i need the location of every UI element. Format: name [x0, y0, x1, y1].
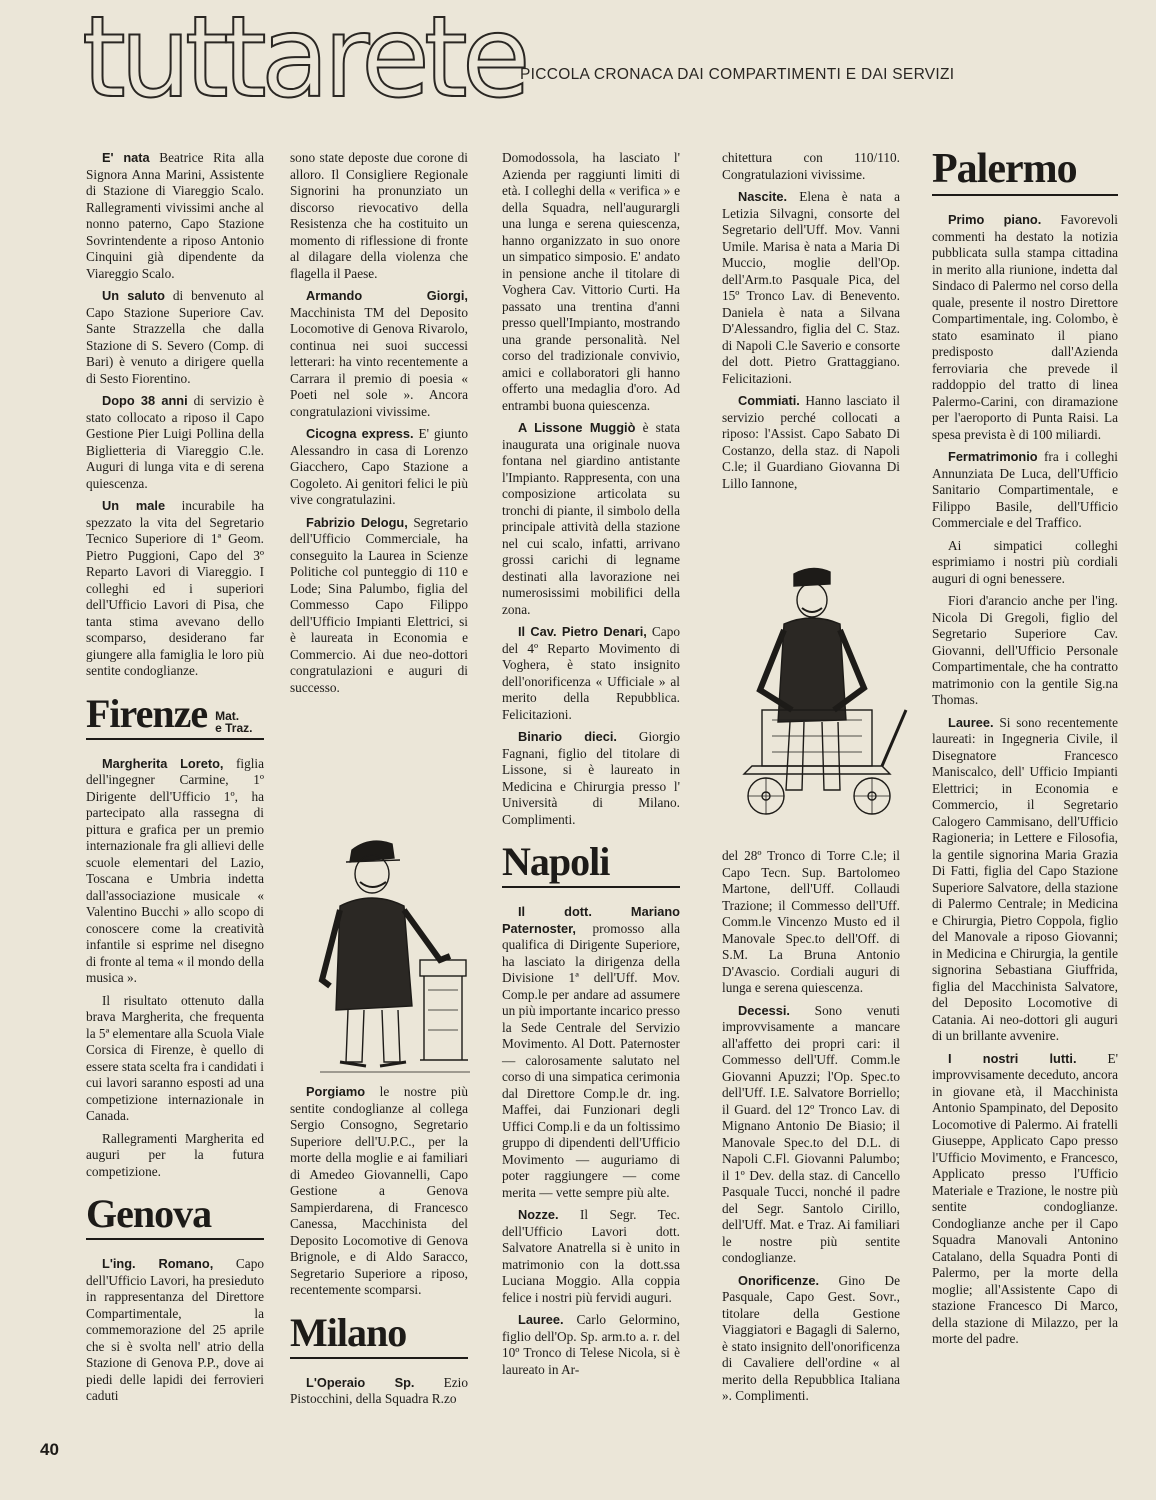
article-text: Favorevoli commenti ha destato la notizia pubblicata sulla stampa cittadina in merito alla riunione, indetta dal Sindaco di Palermo nel corso della quale, presente il nostro Direttore Compartimentale, ing. Colombo, è stato esaminato il piano predisposto dall'Azienda ferroviaria che prevede il raddoppio del tratto di linea Palermo-Carini, con diramazione per l'aeroporto di Punta Raisi. La spesa prevista è di 100 miliardi.	[932, 212, 1118, 442]
article-lead: Nozze.	[518, 1207, 559, 1222]
article-text: E' giunto Alessandro in casa di Lorenzo Giacchero, Capo Stazione a Cogoleto. Ai genitori felici le più vive congratulazini.	[290, 426, 468, 507]
article-lead: Porgiamo	[306, 1084, 366, 1099]
article-lead: Il Cav. Pietro Denari,	[518, 624, 647, 639]
article-text: Domodossola, ha lasciato l' Azienda per raggiunti limiti di età. I colleghi della « verifica » e della Squadra, nell'augurargli una lunga e serena quiescenza, hanno organizzato in suo onore un simpatico simposio. E' andato in pensione anche il titolare di Voghera Cav. Vittorio Curti. Ha passato una trentina d'anni presso quell'Impianto, mostrando una grande personalità. Nel corso del tradizionale convivio, amici e collaboratori gli hanno offerto una medaglia d'oro. Ad entrambi buona quiescenza.	[502, 150, 680, 413]
section-subtitle	[215, 710, 252, 734]
section-heading-palermo	[932, 148, 1118, 196]
article-text: figlia dell'ingegner Carmine, 1º Dirigente dell'Ufficio 1º, ha partecipato alla rassegna di pittura e grafica per un premio internazionale fra gli allievi delle scuole elementari del Lazio, Toscana e Umbria indetta dall'associazione musicale « Valentino Bucchi » allo scopo di conoscere come la creatività infantile si esprime nel disegno di fronte al tema « il mondo della musica ».	[86, 755, 265, 985]
article-text: Il risultato ottenuto dalla brava Margherita, che frequenta la 5ª elementare alla Scuola Viale Corsica di Firenze, è quello di essere stata scelta fra i candidati i cui lavori saranno esposti ad una competizione internazionale in Canada.	[86, 992, 264, 1123]
article-text: chitettura con 110/110. Congratulazioni vivissime.	[722, 150, 900, 182]
article-text: di servizio è stato collocato a riposo il Capo Gestione Pier Luigi Pollina della Biglietteria di Viareggio C.le. Auguri di lunga vita e di serena quiescenza.	[86, 393, 265, 491]
page-header	[0, 0, 1156, 123]
article-lead: Lauree.	[948, 714, 994, 730]
article-lead: Binario dieci.	[518, 729, 617, 744]
article-lead: Primo piano.	[948, 212, 1042, 227]
article-lead: Fermatrimonio	[948, 449, 1038, 464]
masthead-title: tuttarete	[82, 0, 525, 123]
article-lead: Margherita Loreto,	[102, 755, 224, 771]
article	[86, 150, 264, 282]
article	[86, 1256, 264, 1405]
article	[932, 212, 1118, 443]
article-lead: Lauree.	[518, 1312, 564, 1327]
article	[86, 1131, 264, 1181]
article-lead: L'ing. Romano,	[102, 1256, 214, 1271]
section-subtitle-line: Mat.	[215, 708, 240, 723]
article	[290, 1375, 468, 1408]
article	[290, 288, 468, 420]
article-lead: Nascite.	[738, 189, 788, 204]
section-heading-firenze	[86, 690, 264, 740]
article-text: è stata inaugurata una originale nuova fontana nel giardino antistante l'Impianto. Rappresenta, con una composizione articolata su tronchi di piante, il simbolo della principale attività della stazione nel cui scalo, infatti, arrivano grossi carichi di legname destinati alla lavorazione nei numerosissimi mobilifici della zona.	[502, 420, 681, 617]
article-text: Il Segr. Tec. dell'Ufficio Lavori dott. Salvatore Anatrella si è unito in matrimonio con la dott.ssa Luciana Moggio. Alla coppia felice i nostri più fervidi auguri.	[502, 1207, 680, 1305]
article-text: Gino De Pasquale, Capo Gest. Sovr., titolare della Gestione Viaggiatori e Bagagli di Salerno, è stato insignito dell'onorificenza di Cavaliere dell'ordine « al merito della Repubblica Italiana ». Complimenti.	[722, 1272, 900, 1403]
article-text: incurabile ha spezzato la vita del Segretario Tecnico Superiore di 1ª Geom. Pietro Puggioni, Capo del 3º Reparto Lavori di Viareggio. I colleghi ed i superiori dell'Ufficio Lavori di Pisa, che tanta stima avevano dello scomparso, desiderano far giungere alla famiglia le loro più sentite condoglianze.	[86, 498, 264, 678]
section-heading-milano	[290, 1309, 468, 1359]
article-text: Sono venuti improvvisamente a mancare all'affetto dei propri cari: il Commesso dell'Uff. Comm.le Giovanni Apuzzi; l'Op. Spec.to dell'Uff. I.E. Salvatore Borriello; il Guard. del 12º Tronco Lav. di Mignano Antonio De Biasio; il Manovale Spec.to del D.L. di Napoli C.Fl. Giovanni Palumbo; il 1º Dev. della staz. di Cancello Pasquale Tucci, nonché il padre del Segr. Santolo Cirillo, dell'Uff. Mat. e Traz. Ai familiari le nostre più sentite condoglianze.	[722, 1002, 900, 1265]
article-text: Beatrice Rita alla Signora Anna Marini, Assistente di Stazione di Viareggio Scalo. Rallegramenti vivissimi anche al nonno paterno, Capo Stazione Sovrintendente a riposo Antonio Cinquini già dipendente da Viareggio Scalo.	[86, 150, 264, 281]
column-2-lower	[290, 1084, 468, 1414]
article-text: di benvenuto al Capo Stazione Superiore Cav. Sante Strazzella che dalla Stazione di S. Severo (Comp. di Bari) è venuto a dirigere quella di Sesto Fiorentino.	[86, 288, 264, 386]
article	[290, 515, 468, 697]
article	[86, 756, 264, 987]
article	[86, 993, 264, 1125]
section-title: Firenze	[86, 690, 208, 736]
article-lead: Un male	[102, 498, 166, 513]
article-text: Fiori d'arancio anche per l'ing. Nicola Di Gregoli, figlio del Segretario Superiore Cav. Giovanni, dell'Ufficio Personale Compartimentale, che ha contratto matrimonio con la gentile Sig.na Thomas.	[932, 593, 1118, 707]
article-text: E' improvvisamente deceduto, ancora in giovane età, il Macchinista Antonio Spampinato, del Deposito Locomotive di Palermo. Ai fratelli Giuseppe, Applicato Capo presso l'Ufficio Movimento, e Francesco, Applicato presso l'Ufficio Materiale e Trazione, le nostre più sentite condoglianze. Condoglianze anche per il Capo Squadra Manovali Antonino Catalano, della Squadra Ponti di Palermo, per la morte della moglie; all'Assistente Capo di stazione Francesco Di Marco, della stazione di Milazzo, per la morte del padre.	[932, 1050, 1118, 1346]
column-1	[86, 150, 264, 1411]
article-text: sono state deposte due corone di alloro. Il Consigliere Regionale Signorini ha pronunziato un discorso rievocativo della Resistenza che ha costituito un momento di riflessione di fronte al dilagare della violenza che flagella il Paese.	[290, 150, 468, 281]
article	[502, 904, 680, 1201]
masthead-subtitle: PICCOLA CRONACA DAI COMPARTIMENTI E DAI SERVIZI	[520, 66, 955, 83]
article-text: Capo del 4º Reparto Movimento di Voghera, è stato insignito dell'onorificenza « Ufficiale » al merito della Repubblica. Felicitazioni.	[502, 624, 680, 722]
article-text: Hanno lasciato il servizio perché collocati a riposo: l'Assist. Capo Sabato Di Costanzo, della staz. di Napoli C.le; il Guardiano Giovanna Di Lillo Iannone,	[722, 393, 900, 491]
article-lead: L'Operaio Sp.	[306, 1374, 415, 1390]
article	[722, 150, 900, 183]
article	[932, 593, 1118, 709]
article-text: Carlo Gelormino, figlio dell'Op. Sp. arm.to a. r. del 10º Tronco di Telese Nicola, si è laureato in Ar-	[502, 1312, 680, 1377]
column-4-lower	[722, 848, 900, 1411]
article-lead: Onorificenze.	[738, 1272, 820, 1288]
page-number: 40	[40, 1440, 59, 1459]
article-lead: Il dott. Mariano Paternoster,	[502, 904, 680, 936]
article-text: promosso alla qualifica di Dirigente Superiore, ha lasciato la dirigenza della Divisione 1ª dell'Uff. Mov. Comp.le per andare ad assumere un più importante incarico presso la Sede Centrale del Servizio Movimento. Al Dott. Paternoster — calorosamente salutato nel corso di una simpatica cerimonia dal Direttore Comp.le dr. ing. Maffei, dai Funzionari degli Uffici Comp.li e da un foltissimo gruppo di dipendenti dell'Ufficio Movimento — auguriamo di poter raggiungere — come merita — vette sempre più alte.	[502, 920, 680, 1200]
article	[290, 150, 468, 282]
article	[722, 1003, 900, 1267]
article	[502, 624, 680, 723]
article	[502, 420, 680, 618]
article-lead: Decessi.	[738, 1002, 790, 1018]
article-text: Ezio Pistocchini, della Squadra R.zo	[290, 1374, 468, 1406]
article-lead: Armando Giorgi,	[306, 288, 468, 303]
article	[722, 189, 900, 387]
article-text: Elena è nata a Letizia Silvagni, consorte del Segretario dell'Uff. Mov. Vanni Umile. Marisa è nata a Maria Di Muccio, moglie dell'Op. dell'Arm.to Pasquale Pica, del 15º Tronco Lav. di Benevento. Daniela è nata a Silvana D'Alessandro, figlia del C. Staz. di Napoli C.le Saverio e consorte del dott. Pietro Grattaggiano. Felicitazioni.	[722, 189, 900, 386]
article-text: le nostre più sentite condoglianze al collega Sergio Consogno, Segretario Superiore dell'U.P.C., per la morte della moglie e ai familiari di Amedeo Giovannelli, Capo Gestione a Genova Sampierdarena, di Francesco Canessa, Macchinista del Deposito Locomotive di Genova Brignole, e di Aldo Saracco, Segretario Superiore a riposo, recentemente scomparsi.	[290, 1084, 468, 1297]
article-text: Macchinista TM del Deposito Locomotive di Genova Rivarolo, continua nei suoi successi letterari: ha vinto recentemente a Carrara il premio di poesia « Poeti nel sole ». Ancora congratulazioni vivissime.	[290, 304, 468, 419]
article	[502, 729, 680, 828]
article-lead: Un saluto	[102, 288, 165, 303]
column-5	[932, 142, 1118, 1354]
article	[502, 150, 680, 414]
article-lead: A Lissone Muggiò	[518, 420, 636, 435]
section-title: Milano	[290, 1309, 407, 1355]
porter-illustration	[732, 560, 912, 840]
article	[932, 1051, 1118, 1348]
article	[932, 449, 1118, 532]
article-text: Segretario dell'Ufficio Commerciale, ha conseguito la Laurea in Scienze Politiche col punteggio di 110 e Lode; Sina Palumbo, figlia del Commesso Capo Filippo dell'Ufficio Impianti Elettrici, si è laureata in Economia e Commercio. Ai due neo-dottori congratulazioni e auguri di successo.	[290, 514, 468, 695]
article	[722, 1273, 900, 1405]
section-title: Genova	[86, 1191, 212, 1236]
article-text: Rallegramenti Margherita ed auguri per la futura competizione.	[86, 1130, 264, 1179]
article-lead: Dopo 38 anni	[102, 393, 188, 408]
article	[290, 1084, 468, 1299]
article	[502, 1312, 680, 1378]
article	[502, 1207, 680, 1306]
article-text: Capo dell'Ufficio Lavori, ha presieduto in rappresentanza del Direttore Compartimentale, la commemorazione del 25 aprile che si è svolta nell' atrio della Stazione di Genova P.P., dove ai piedi delle lapidi dei ferrovieri caduti	[86, 1256, 264, 1403]
article-text: fra i colleghi Annunziata De Luca, dell'Ufficio Sanitario Compartimentale, e Filippo Basile, dell'Ufficio Commerciale e del Traffico.	[932, 449, 1118, 530]
article	[932, 715, 1118, 1045]
article	[86, 288, 264, 387]
article	[86, 393, 264, 492]
article-lead: E' nata	[102, 150, 150, 165]
stationmaster-illustration	[300, 810, 480, 1080]
section-heading-genova	[86, 1191, 264, 1240]
section-heading-napoli	[502, 839, 680, 888]
article-text: Giorgio Fagnani, figlio del titolare di Lissone, si è laureato in Medicina e Chirurgia presso l' Università di Milano. Complimenti.	[502, 729, 680, 827]
article	[86, 498, 264, 680]
article-lead: Commiati.	[738, 393, 800, 408]
article-text: del 28º Tronco di Torre C.le; il Capo Tecn. Sup. Bartolomeo Martone, dell'Uff. Collaudi Trazione; il Commesso dell'Uff. Comm.le Vincenzo Musto ed il Manovale Spec.to dell'Off. di S.M. La Bruna Antonio D'Avascio. Cordiali auguri di lunga e serena quiescenza.	[722, 848, 900, 995]
section-title: Palermo	[932, 146, 1077, 192]
section-title: Napoli	[502, 839, 610, 884]
article	[722, 848, 900, 997]
article-text: Si sono recentemente laureati: in Ingegneria Civile, il Disegnatore Francesco Maniscalco, dell' Ufficio Impianti Elettrici; in Economia e Commercio, il Segretario Calogero Cammisano, dell'Ufficio Ragioneria; in Lettere e Filosofia, la gentile signorina Maria Grazia Di Fatti, figlia del Capo Stazione Superiore Salvatore, della stazione di Palermo Centrale; in Medicina e Chirurgia, Pietro Coppola, figlio del Manovale a riposo Giovanni; in Medicina e Chirurgia, la gentile signorina Sebastiana Giuffrida, figlia del Macchinista Salvatore, del Deposito Locomotive di Catania. Ai neo-dottori gli auguri di un brillante avvenire.	[932, 714, 1118, 1043]
column-4	[722, 150, 900, 498]
article	[932, 538, 1118, 588]
article-lead: I nostri lutti.	[948, 1050, 1077, 1066]
article-lead: Fabrizio Delogu,	[306, 514, 408, 530]
section-subtitle-line: e Traz.	[215, 720, 253, 735]
article	[290, 426, 468, 509]
column-3	[502, 150, 680, 1384]
article-text: Ai simpatici colleghi esprimiamo i nostri più cordiali auguri di ogni benessere.	[932, 537, 1118, 586]
article-lead: Cicogna express.	[306, 426, 414, 441]
article	[722, 393, 900, 492]
